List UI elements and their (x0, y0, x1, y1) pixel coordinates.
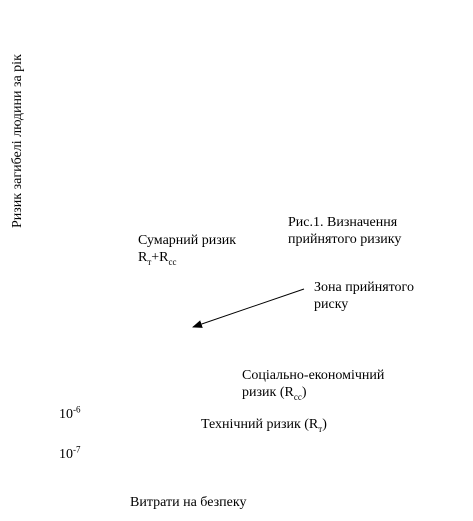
social-line-2 (242, 384, 384, 401)
total-risk-title: Сумарний ризик (138, 233, 237, 248)
tech-prefix: Технічний ризик (R (201, 417, 319, 432)
social-sub-cc: сс (293, 391, 302, 402)
tech-sub-t: т (318, 423, 323, 434)
accepted-risk-zone-label (314, 279, 414, 313)
social-line-1: Соціально-економічний (242, 368, 385, 383)
tick-exp-6: -6 (73, 404, 81, 415)
total-risk-label (138, 232, 236, 266)
y-axis-label: Ризик загибелі людини за рік (10, 54, 25, 228)
social-economic-risk-label (242, 367, 384, 401)
figure-caption (288, 214, 401, 248)
tick-base-7: 10 (59, 447, 73, 462)
caption-line-2: прийнятого ризику (288, 232, 402, 247)
caption-line-1: Рис.1. Визначення (288, 215, 398, 230)
total-risk-sub-t: т (147, 256, 152, 267)
social-suffix: ) (301, 385, 307, 400)
zone-line-2: риску (314, 297, 349, 312)
tick-label-1e-7 (59, 446, 81, 463)
tick-label-1e-6 (59, 406, 81, 423)
total-risk-formula (138, 249, 236, 266)
total-risk-sub-cc: сс (168, 256, 177, 267)
total-risk-plus-r: +R (151, 250, 169, 265)
total-risk-r: R (138, 250, 148, 265)
social-prefix: ризик (R (242, 385, 294, 400)
tech-suffix: ) (322, 417, 327, 432)
tick-base-6: 10 (59, 407, 73, 422)
zone-arrow-line (193, 289, 304, 327)
x-axis-label: Витрати на безпеку (130, 495, 247, 510)
tick-exp-7: -7 (73, 444, 81, 455)
technical-risk-label (201, 416, 327, 433)
zone-line-1: Зона прийнятого (314, 280, 414, 295)
